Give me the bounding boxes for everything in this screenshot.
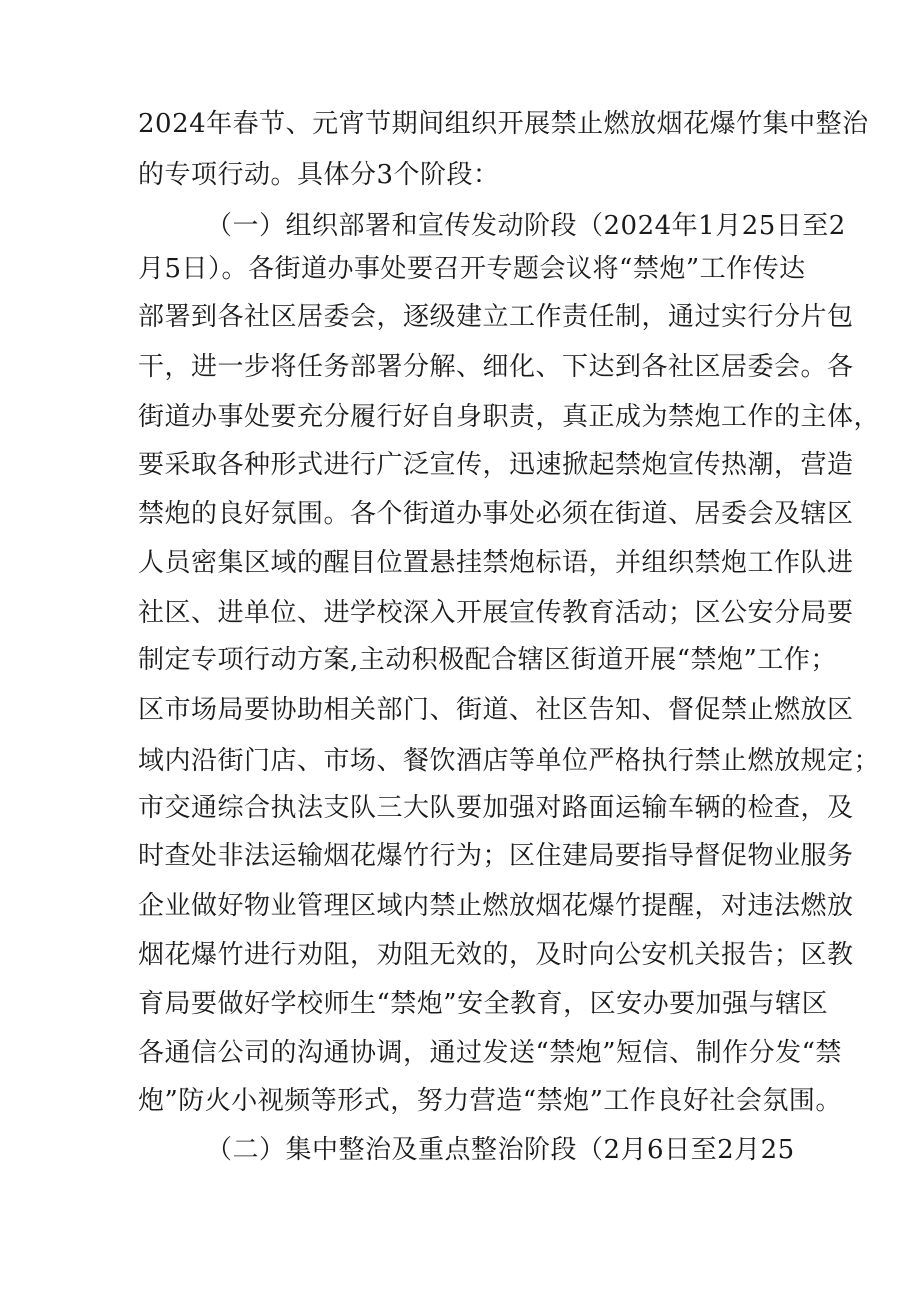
text-line: 烟花爆竹进行劝阻，劝阻无效的，及时向公安机关报告；区教 [138,940,854,970]
text-line: 区市场局要协助相关部门、街道、社区告知、督促禁止燃放区 [138,695,854,725]
text-line: 要采取各种形式进行广泛宣传，迅速掀起禁炮宣传热潮，营造 [138,450,854,480]
text-line: 干，进一步将任务部署分解、细化、下达到各社区居委会。各 [138,352,854,382]
text-line: 时查处非法运输烟花爆竹行为；区住建局要指导督促物业服务 [138,841,854,871]
section-heading-2: （二）集中整治及重点整治阶段（2月6日至2月25 [206,1135,795,1165]
text-line: 月5日）。各街道办事处要召开专题会议将“禁炮”工作传达 [138,254,806,284]
text-line: 人员密集区域的醒目位置悬挂禁炮标语，并组织禁炮工作队进 [138,548,854,578]
text-line: 企业做好物业管理区域内禁止燃放烟花爆竹提醒，对违法燃放 [138,891,854,921]
text-line: 各通信公司的沟通协调，通过发送“禁炮”短信、制作分发“禁 [138,1038,842,1068]
text-line: 市交通综合执法支队三大队要加强对路面运输车辆的检查，及 [138,793,854,823]
text-line: 禁炮的良好氛围。各个街道办事处必须在街道、居委会及辖区 [138,499,854,529]
text-line: 的专项行动。具体分3个阶段： [138,160,500,190]
text-line: 育局要做好学校师生“禁炮”安全教育，区安办要加强与辖区 [138,989,829,1019]
text-line: 制定专项行动方案,主动积极配合辖区街道开展“禁炮”工作； [138,645,837,675]
section-heading-1: （一）组织部署和宣传发动阶段（2024年1月25日至2 [206,211,846,241]
text-line: 街道办事处要充分履行好自身职责，真正成为禁炮工作的主体， [138,402,881,432]
text-line: 部署到各社区居委会，逐级建立工作责任制，通过实行分片包 [138,302,854,332]
text-line: 2024年春节、元宵节期间组织开展禁止燃放烟花爆竹集中整治 [138,109,869,139]
text-line: 域内沿街门店、市场、餐饮酒店等单位严格执行禁止燃放规定； [138,746,881,776]
text-line: 炮”防火小视频等形式，努力营造“禁炮”工作良好社会氛围。 [138,1086,842,1116]
text-line: 社区、进单位、进学校深入开展宣传教育活动；区公安分局要 [138,598,854,628]
